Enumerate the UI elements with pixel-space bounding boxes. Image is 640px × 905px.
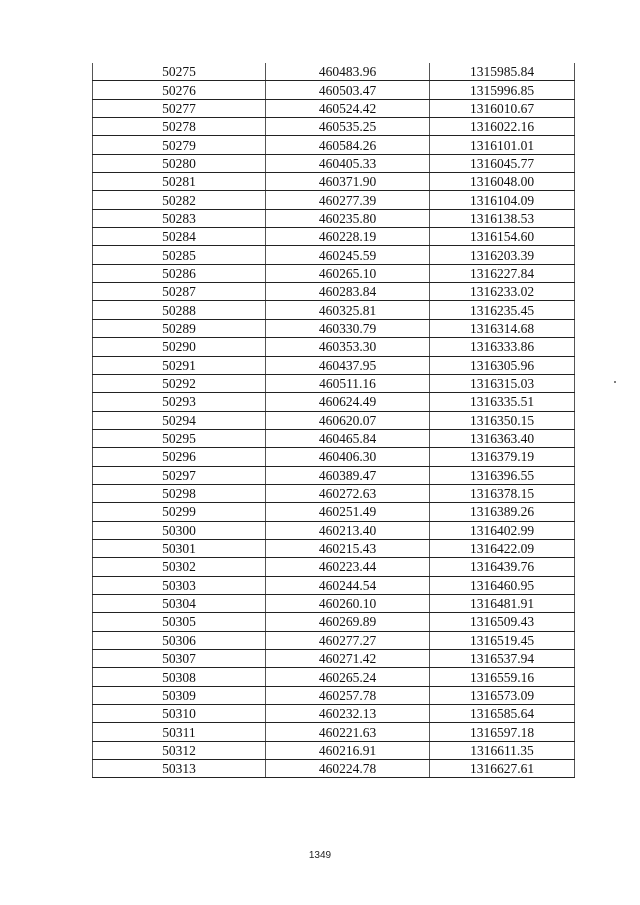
x-coordinate-cell: 460483.96 bbox=[266, 63, 430, 81]
table-row bbox=[93, 63, 575, 81]
y-coordinate-cell: 1316233.02 bbox=[430, 283, 575, 301]
point-id-cell: 50309 bbox=[93, 686, 266, 704]
point-id-cell: 50275 bbox=[93, 63, 266, 81]
point-id-cell: 50295 bbox=[93, 429, 266, 447]
y-coordinate-cell: 1316010.67 bbox=[430, 99, 575, 117]
x-coordinate-cell: 460524.42 bbox=[266, 99, 430, 117]
y-coordinate-cell: 1316378.15 bbox=[430, 484, 575, 502]
table-row bbox=[93, 264, 575, 282]
y-coordinate-cell: 1316335.51 bbox=[430, 393, 575, 411]
point-id-cell: 50313 bbox=[93, 760, 266, 778]
y-coordinate-cell: 1316439.76 bbox=[430, 558, 575, 576]
y-coordinate-cell: 1315985.84 bbox=[430, 63, 575, 81]
table-row bbox=[93, 118, 575, 136]
table-row bbox=[93, 154, 575, 172]
table-row bbox=[93, 650, 575, 668]
x-coordinate-cell: 460620.07 bbox=[266, 411, 430, 429]
y-coordinate-cell: 1316104.09 bbox=[430, 191, 575, 209]
y-coordinate-cell: 1316350.15 bbox=[430, 411, 575, 429]
point-id-cell: 50311 bbox=[93, 723, 266, 741]
table-row bbox=[93, 723, 575, 741]
x-coordinate-cell: 460215.43 bbox=[266, 539, 430, 557]
x-coordinate-cell: 460221.63 bbox=[266, 723, 430, 741]
x-coordinate-cell: 460277.39 bbox=[266, 191, 430, 209]
y-coordinate-cell: 1316022.16 bbox=[430, 118, 575, 136]
y-coordinate-cell: 1316585.64 bbox=[430, 705, 575, 723]
y-coordinate-cell: 1315996.85 bbox=[430, 81, 575, 99]
table-row bbox=[93, 760, 575, 778]
point-id-cell: 50288 bbox=[93, 301, 266, 319]
y-coordinate-cell: 1316396.55 bbox=[430, 466, 575, 484]
point-id-cell: 50280 bbox=[93, 154, 266, 172]
point-id-cell: 50307 bbox=[93, 650, 266, 668]
table-row bbox=[93, 319, 575, 337]
point-id-cell: 50276 bbox=[93, 81, 266, 99]
x-coordinate-cell: 460325.81 bbox=[266, 301, 430, 319]
table-row bbox=[93, 411, 575, 429]
table-row bbox=[93, 686, 575, 704]
x-coordinate-cell: 460232.13 bbox=[266, 705, 430, 723]
x-coordinate-cell: 460465.84 bbox=[266, 429, 430, 447]
point-id-cell: 50284 bbox=[93, 228, 266, 246]
point-id-cell: 50300 bbox=[93, 521, 266, 539]
y-coordinate-cell: 1316481.91 bbox=[430, 594, 575, 612]
point-id-cell: 50283 bbox=[93, 209, 266, 227]
y-coordinate-cell: 1316537.94 bbox=[430, 650, 575, 668]
x-coordinate-cell: 460272.63 bbox=[266, 484, 430, 502]
coordinate-table bbox=[92, 63, 575, 778]
x-coordinate-cell: 460511.16 bbox=[266, 374, 430, 392]
x-coordinate-cell: 460269.89 bbox=[266, 613, 430, 631]
x-coordinate-cell: 460244.54 bbox=[266, 576, 430, 594]
y-coordinate-cell: 1316389.26 bbox=[430, 503, 575, 521]
point-id-cell: 50291 bbox=[93, 356, 266, 374]
page-number: 1349 bbox=[308, 850, 332, 861]
point-id-cell: 50290 bbox=[93, 338, 266, 356]
point-id-cell: 50282 bbox=[93, 191, 266, 209]
y-coordinate-cell: 1316611.35 bbox=[430, 741, 575, 759]
x-coordinate-cell: 460257.78 bbox=[266, 686, 430, 704]
table-row bbox=[93, 594, 575, 612]
table-row bbox=[93, 173, 575, 191]
coordinate-table-body bbox=[93, 63, 575, 778]
table-row bbox=[93, 521, 575, 539]
x-coordinate-cell: 460213.40 bbox=[266, 521, 430, 539]
point-id-cell: 50278 bbox=[93, 118, 266, 136]
y-coordinate-cell: 1316235.45 bbox=[430, 301, 575, 319]
x-coordinate-cell: 460235.80 bbox=[266, 209, 430, 227]
x-coordinate-cell: 460271.42 bbox=[266, 650, 430, 668]
point-id-cell: 50292 bbox=[93, 374, 266, 392]
point-id-cell: 50289 bbox=[93, 319, 266, 337]
x-coordinate-cell: 460437.95 bbox=[266, 356, 430, 374]
y-coordinate-cell: 1316597.18 bbox=[430, 723, 575, 741]
y-coordinate-cell: 1316402.99 bbox=[430, 521, 575, 539]
x-coordinate-cell: 460223.44 bbox=[266, 558, 430, 576]
y-coordinate-cell: 1316422.09 bbox=[430, 539, 575, 557]
table-row bbox=[93, 356, 575, 374]
point-id-cell: 50312 bbox=[93, 741, 266, 759]
point-id-cell: 50281 bbox=[93, 173, 266, 191]
table-row bbox=[93, 631, 575, 649]
y-coordinate-cell: 1316203.39 bbox=[430, 246, 575, 264]
point-id-cell: 50301 bbox=[93, 539, 266, 557]
table-row bbox=[93, 448, 575, 466]
point-id-cell: 50287 bbox=[93, 283, 266, 301]
table-row bbox=[93, 668, 575, 686]
x-coordinate-cell: 460224.78 bbox=[266, 760, 430, 778]
table-row bbox=[93, 539, 575, 557]
y-coordinate-cell: 1316138.53 bbox=[430, 209, 575, 227]
point-id-cell: 50296 bbox=[93, 448, 266, 466]
table-row bbox=[93, 136, 575, 154]
point-id-cell: 50277 bbox=[93, 99, 266, 117]
table-row bbox=[93, 338, 575, 356]
x-coordinate-cell: 460330.79 bbox=[266, 319, 430, 337]
point-id-cell: 50293 bbox=[93, 393, 266, 411]
x-coordinate-cell: 460260.10 bbox=[266, 594, 430, 612]
x-coordinate-cell: 460216.91 bbox=[266, 741, 430, 759]
point-id-cell: 50279 bbox=[93, 136, 266, 154]
table-row bbox=[93, 429, 575, 447]
point-id-cell: 50308 bbox=[93, 668, 266, 686]
x-coordinate-cell: 460503.47 bbox=[266, 81, 430, 99]
table-row bbox=[93, 466, 575, 484]
point-id-cell: 50299 bbox=[93, 503, 266, 521]
table-row bbox=[93, 484, 575, 502]
y-coordinate-cell: 1316314.68 bbox=[430, 319, 575, 337]
x-coordinate-cell: 460624.49 bbox=[266, 393, 430, 411]
scan-speck bbox=[614, 381, 616, 383]
y-coordinate-cell: 1316519.45 bbox=[430, 631, 575, 649]
table-row bbox=[93, 81, 575, 99]
y-coordinate-cell: 1316048.00 bbox=[430, 173, 575, 191]
x-coordinate-cell: 460406.30 bbox=[266, 448, 430, 466]
x-coordinate-cell: 460353.30 bbox=[266, 338, 430, 356]
x-coordinate-cell: 460389.47 bbox=[266, 466, 430, 484]
y-coordinate-cell: 1316154.60 bbox=[430, 228, 575, 246]
x-coordinate-cell: 460535.25 bbox=[266, 118, 430, 136]
point-id-cell: 50302 bbox=[93, 558, 266, 576]
point-id-cell: 50297 bbox=[93, 466, 266, 484]
x-coordinate-cell: 460265.10 bbox=[266, 264, 430, 282]
y-coordinate-cell: 1316559.16 bbox=[430, 668, 575, 686]
table-row bbox=[93, 613, 575, 631]
y-coordinate-cell: 1316460.95 bbox=[430, 576, 575, 594]
x-coordinate-cell: 460277.27 bbox=[266, 631, 430, 649]
y-coordinate-cell: 1316315.03 bbox=[430, 374, 575, 392]
table-row bbox=[93, 576, 575, 594]
point-id-cell: 50310 bbox=[93, 705, 266, 723]
y-coordinate-cell: 1316509.43 bbox=[430, 613, 575, 631]
point-id-cell: 50294 bbox=[93, 411, 266, 429]
table-row bbox=[93, 741, 575, 759]
table-row bbox=[93, 246, 575, 264]
x-coordinate-cell: 460405.33 bbox=[266, 154, 430, 172]
y-coordinate-cell: 1316227.84 bbox=[430, 264, 575, 282]
table-row bbox=[93, 705, 575, 723]
point-id-cell: 50298 bbox=[93, 484, 266, 502]
y-coordinate-cell: 1316045.77 bbox=[430, 154, 575, 172]
table-row bbox=[93, 393, 575, 411]
x-coordinate-cell: 460265.24 bbox=[266, 668, 430, 686]
table-row bbox=[93, 191, 575, 209]
table-row bbox=[93, 99, 575, 117]
y-coordinate-cell: 1316379.19 bbox=[430, 448, 575, 466]
point-id-cell: 50305 bbox=[93, 613, 266, 631]
x-coordinate-cell: 460584.26 bbox=[266, 136, 430, 154]
y-coordinate-cell: 1316333.86 bbox=[430, 338, 575, 356]
y-coordinate-cell: 1316305.96 bbox=[430, 356, 575, 374]
table-row bbox=[93, 301, 575, 319]
y-coordinate-cell: 1316627.61 bbox=[430, 760, 575, 778]
y-coordinate-cell: 1316573.09 bbox=[430, 686, 575, 704]
point-id-cell: 50286 bbox=[93, 264, 266, 282]
point-id-cell: 50306 bbox=[93, 631, 266, 649]
point-id-cell: 50303 bbox=[93, 576, 266, 594]
x-coordinate-cell: 460251.49 bbox=[266, 503, 430, 521]
table-row bbox=[93, 503, 575, 521]
point-id-cell: 50285 bbox=[93, 246, 266, 264]
x-coordinate-cell: 460283.84 bbox=[266, 283, 430, 301]
x-coordinate-cell: 460228.19 bbox=[266, 228, 430, 246]
table-row bbox=[93, 283, 575, 301]
point-id-cell: 50304 bbox=[93, 594, 266, 612]
table-row bbox=[93, 209, 575, 227]
y-coordinate-cell: 1316101.01 bbox=[430, 136, 575, 154]
table-row bbox=[93, 228, 575, 246]
table-row bbox=[93, 558, 575, 576]
y-coordinate-cell: 1316363.40 bbox=[430, 429, 575, 447]
x-coordinate-cell: 460371.90 bbox=[266, 173, 430, 191]
table-row bbox=[93, 374, 575, 392]
x-coordinate-cell: 460245.59 bbox=[266, 246, 430, 264]
